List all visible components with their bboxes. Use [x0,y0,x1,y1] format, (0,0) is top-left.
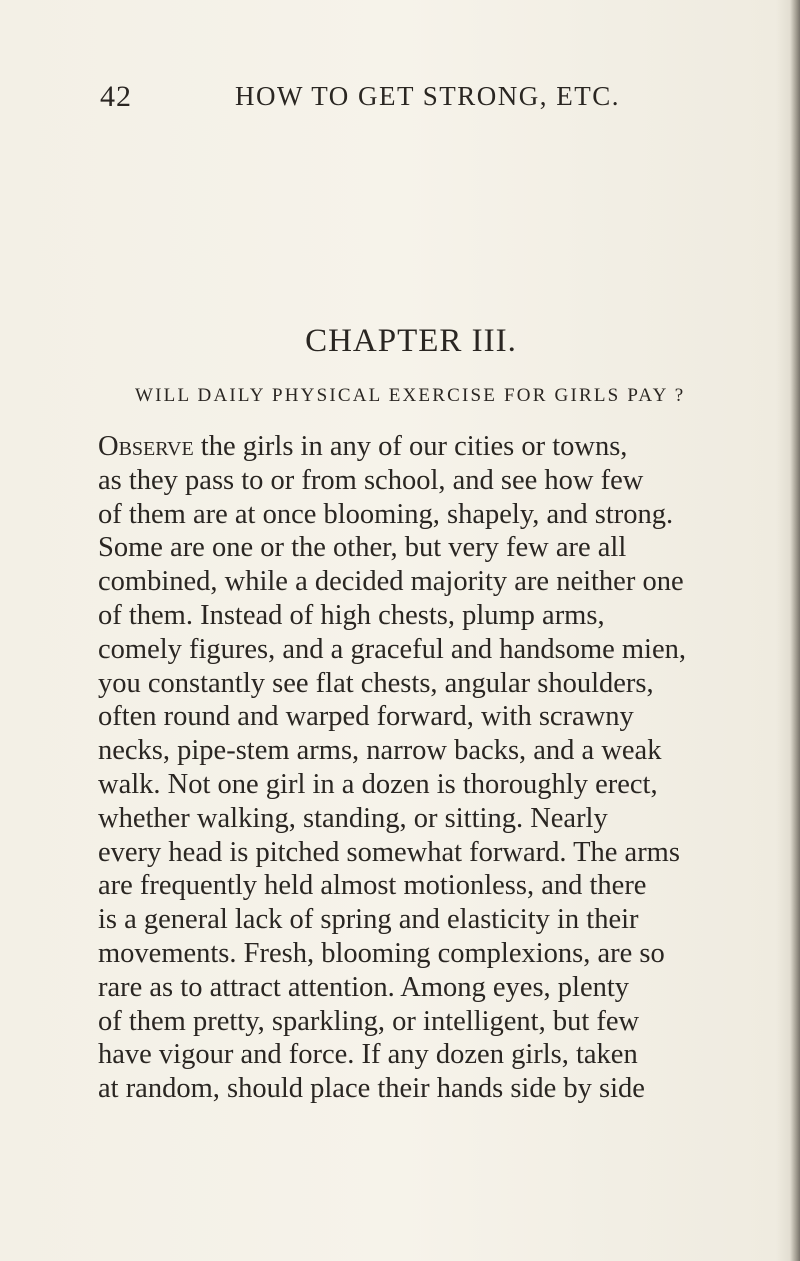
running-head [100,80,645,120]
text-line: are frequently held almost motionless, and there [98,870,647,902]
text-line: every head is pitched somewhat forward. The arms [98,836,680,868]
body-text [98,430,698,1106]
text-line: often round and warped forward, with scrawny [98,701,634,733]
chapter-subtitle: WILL DAILY PHYSICAL EXERCISE FOR GIRLS PAY ? [135,385,686,406]
chapter-title: CHAPTER III. [305,323,517,359]
text-line: whether walking, standing, or sitting. Nearly [98,802,608,834]
text-line: of them. Instead of high chests, plump arms, [98,599,605,631]
text-line-rest: the girls in any of our cities or towns, [193,431,628,462]
page-edge-shadow [790,0,800,1261]
text-line: is a general lack of spring and elasticity in their [98,904,639,936]
text-line: have vigour and force. If any dozen girls, taken [98,1039,638,1071]
text-line: movements. Fresh, blooming complexions, are so [98,937,665,969]
text-line: comely figures, and a graceful and handsome mien, [98,633,686,665]
text-line: of them pretty, sparkling, or intelligent, but few [98,1005,640,1037]
text-line: combined, while a decided majority are neither one [98,566,684,598]
drop-word: Observe [98,431,194,462]
running-title: HOW TO GET STRONG, ETC. [235,81,621,111]
text-line: of them are at once blooming, shapely, and strong. [98,498,674,530]
text-line: at random, should place their hands side by side [98,1073,645,1105]
page-number: 42 [100,80,132,113]
text-line: Some are one or the other, but very few are all [98,532,627,564]
text-line [98,430,698,464]
text-line: walk. Not one girl in a dozen is thoroughly erect, [98,768,658,800]
text-line: as they pass to or from school, and see how few [98,464,644,496]
text-line: necks, pipe-stem arms, narrow backs, and a weak [98,735,662,767]
text-line: rare as to attract attention. Among eyes, plenty [98,971,630,1003]
text-line: you constantly see flat chests, angular shoulders, [98,667,654,699]
